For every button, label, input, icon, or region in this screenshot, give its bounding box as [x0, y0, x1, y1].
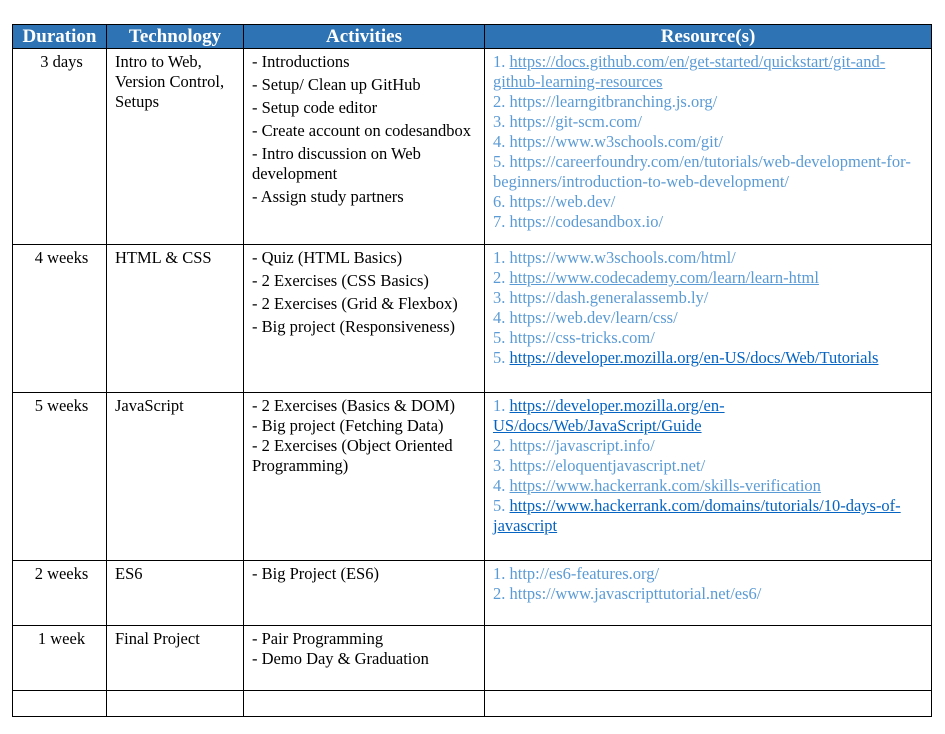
activity-item: - 2 Exercises (Object Oriented Programming) — [252, 436, 453, 475]
activity-item: - Intro discussion on Web development — [252, 144, 421, 183]
resource-number: 1. — [493, 564, 510, 583]
resource-number: 3. — [493, 288, 510, 307]
resources-cell — [485, 49, 932, 245]
table-row — [13, 561, 932, 626]
table-row — [13, 245, 932, 393]
resource-item — [493, 268, 927, 288]
resource-number: 3. — [493, 112, 510, 131]
table-row — [13, 691, 932, 717]
resource-number: 6. — [493, 192, 510, 211]
resource-url: https://www.javascripttutorial.net/es6/ — [509, 584, 762, 603]
resource-item — [493, 456, 927, 476]
activity-item: - Setup/ Clean up GitHub — [252, 75, 421, 94]
resources-cell — [485, 691, 932, 717]
header-duration: Duration — [13, 25, 107, 49]
resource-number: 2. — [493, 92, 510, 111]
resource-number: 5. — [493, 496, 510, 515]
resource-number: 4. — [493, 308, 510, 327]
activity-item: - Quiz (HTML Basics) — [252, 248, 403, 267]
resource-url: https://www.w3schools.com/git/ — [509, 132, 723, 151]
resource-url: https://web.dev/ — [509, 192, 616, 211]
resource-item — [493, 248, 927, 268]
resource-number: 2. — [493, 436, 510, 455]
resource-number: 1. — [493, 396, 510, 415]
resource-number: 1. — [493, 248, 510, 267]
duration-cell: 2 weeks — [13, 561, 107, 626]
resource-number: 5. — [493, 152, 510, 171]
resource-item — [493, 152, 927, 192]
resource-link[interactable]: https://developer.mozilla.org/en-US/docs/Web/Tutorials — [509, 348, 879, 367]
activities-cell — [244, 49, 485, 245]
resource-number: 1. — [493, 52, 510, 71]
resource-item — [493, 396, 927, 436]
technology-cell: HTML & CSS — [107, 245, 244, 393]
resource-url: http://es6-features.org/ — [509, 564, 660, 583]
activity-item: - 2 Exercises (CSS Basics) — [252, 271, 429, 290]
resource-number: 4. — [493, 476, 510, 495]
resource-item — [493, 192, 927, 212]
resource-item — [493, 92, 927, 112]
duration-cell: 4 weeks — [13, 245, 107, 393]
activities-cell — [244, 626, 485, 691]
resource-url: https://eloquentjavascript.net/ — [509, 456, 706, 475]
resource-url: https://web.dev/learn/css/ — [509, 308, 678, 327]
activity-item: - Pair Programming — [252, 629, 384, 648]
resource-url: https://git-scm.com/ — [509, 112, 642, 131]
activity-item: - Setup code editor — [252, 98, 378, 117]
activities-cell — [244, 561, 485, 626]
resource-number: 3. — [493, 456, 510, 475]
activity-item: - Big Project (ES6) — [252, 564, 379, 583]
resource-number: 7. — [493, 212, 510, 231]
resource-link[interactable]: https://www.codecademy.com/learn/learn-html — [509, 268, 819, 287]
resource-number: 5. — [493, 348, 510, 367]
activity-item: - 2 Exercises (Basics & DOM) — [252, 396, 455, 415]
technology-cell: Intro to Web, Version Control, Setups — [107, 49, 244, 245]
header-technology: Technology — [107, 25, 244, 49]
activity-item: - Demo Day & Graduation — [252, 649, 429, 668]
activity-item: - 2 Exercises (Grid & Flexbox) — [252, 294, 458, 313]
activities-cell — [244, 691, 485, 717]
resources-cell — [485, 561, 932, 626]
resource-item — [493, 328, 927, 348]
resources-cell — [485, 245, 932, 393]
table-row — [13, 393, 932, 561]
duration-cell — [13, 691, 107, 717]
resource-url: https://javascript.info/ — [509, 436, 655, 455]
resource-item — [493, 436, 927, 456]
resource-link[interactable]: https://www.hackerrank.com/skills-verification — [509, 476, 821, 495]
resource-item — [493, 476, 927, 496]
resource-item — [493, 308, 927, 328]
resource-link[interactable]: https://www.hackerrank.com/domains/tutorials/10-days-of-javascript — [493, 496, 901, 535]
resource-link[interactable]: https://docs.github.com/en/get-started/quickstart/git-and-github-learning-resources — [493, 52, 886, 91]
table-row — [13, 49, 932, 245]
activity-item: - Big project (Responsiveness) — [252, 317, 456, 336]
activity-item: - Introductions — [252, 52, 350, 71]
activities-cell — [244, 393, 485, 561]
duration-cell: 1 week — [13, 626, 107, 691]
resource-item — [493, 564, 927, 584]
resource-number: 2. — [493, 584, 510, 603]
resource-item — [493, 584, 927, 604]
resource-url: https://learngitbranching.js.org/ — [509, 92, 718, 111]
duration-cell: 3 days — [13, 49, 107, 245]
resource-number: 2. — [493, 268, 510, 287]
resource-url: https://www.w3schools.com/html/ — [509, 248, 736, 267]
resource-link[interactable]: https://developer.mozilla.org/en-US/docs/Web/JavaScript/Guide — [493, 396, 725, 435]
header-resources: Resource(s) — [485, 25, 932, 49]
table-row — [13, 626, 932, 691]
resource-url: https://dash.generalassemb.ly/ — [509, 288, 709, 307]
header-activities: Activities — [244, 25, 485, 49]
resource-item — [493, 496, 927, 536]
resource-item — [493, 52, 927, 92]
activity-item: - Create account on codesandbox — [252, 121, 471, 140]
resource-item — [493, 112, 927, 132]
resource-item — [493, 348, 927, 368]
activity-item: - Big project (Fetching Data) — [252, 416, 444, 435]
resource-item — [493, 132, 927, 152]
curriculum-table — [12, 24, 932, 717]
resource-item — [493, 288, 927, 308]
duration-cell: 5 weeks — [13, 393, 107, 561]
resources-cell — [485, 393, 932, 561]
resource-url: https://codesandbox.io/ — [509, 212, 664, 231]
activity-item: - Assign study partners — [252, 187, 404, 206]
technology-cell: Final Project — [107, 626, 244, 691]
technology-cell — [107, 691, 244, 717]
header-row — [13, 25, 932, 49]
resources-cell — [485, 626, 932, 691]
activities-cell — [244, 245, 485, 393]
resource-item — [493, 212, 927, 232]
resource-number: 5. — [493, 328, 510, 347]
table-body — [13, 49, 932, 717]
technology-cell: ES6 — [107, 561, 244, 626]
resource-number: 4. — [493, 132, 510, 151]
resource-url: https://css-tricks.com/ — [509, 328, 655, 347]
technology-cell: JavaScript — [107, 393, 244, 561]
resource-url: https://careerfoundry.com/en/tutorials/web-development-for-beginners/introduction-to-web-development/ — [493, 152, 911, 191]
